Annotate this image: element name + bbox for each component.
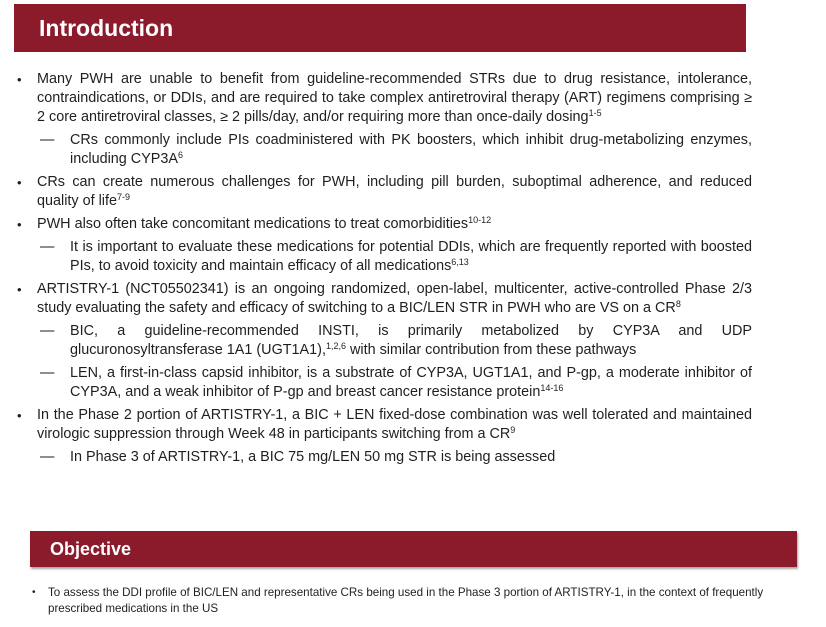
bullet-icon: • xyxy=(17,282,22,297)
list-item-body: Many PWH are unable to benefit from guideline-recommended STRs due to drug resistance, intolerance, contraindications, or DDIs, and are required to take complex antiretroviral therapy (ART) regimens comprising ≥ 2 core antiretroviral classes, ≥ 2 pills/day, and/or requiring more than once-daily dosing xyxy=(37,71,752,125)
list-item-text xyxy=(37,406,752,444)
bullet-icon: • xyxy=(17,217,22,232)
list-item-text xyxy=(70,131,752,169)
bullet-icon: • xyxy=(32,587,36,598)
list-item-text xyxy=(37,215,752,234)
citation: 6 xyxy=(178,150,184,160)
list-item-body: PWH also often take concomitant medications to treat comorbidities xyxy=(37,216,469,232)
list-item-body-continued: with similar contribution from these pathways xyxy=(345,342,637,358)
list-item-text xyxy=(70,238,752,276)
dash-icon: — xyxy=(40,365,55,381)
citation: 1,2,6 xyxy=(325,341,346,351)
citation: 1-5 xyxy=(588,108,602,118)
list-item-body: It is important to evaluate these medications for potential DDIs, which are frequently reported with boosted PIs, to avoid toxicity and maintain efficacy of all medications xyxy=(70,239,752,274)
list-item-text xyxy=(37,280,752,318)
list-item xyxy=(17,131,752,169)
list-item-text xyxy=(37,173,752,211)
citation: 8 xyxy=(675,299,681,309)
list-item-text xyxy=(70,364,752,402)
dash-icon: — xyxy=(40,132,55,148)
list-item xyxy=(17,280,752,318)
objective-heading: Objective xyxy=(30,531,797,567)
list-item xyxy=(17,238,752,276)
dash-icon: — xyxy=(40,323,55,339)
introduction-heading: Introduction xyxy=(14,4,746,52)
list-item xyxy=(17,322,752,360)
list-item-text xyxy=(70,322,752,360)
list-item-body: ARTISTRY-1 (NCT05502341) is an ongoing randomized, open-label, multicenter, active-controlled Phase 2/3 study evaluating the safety and efficacy of switching to a BIC/LEN STR in PWH who are VS on a CR xyxy=(37,281,752,316)
list-item-body: In Phase 3 of ARTISTRY-1, a BIC 75 mg/LEN 50 mg STR is being assessed xyxy=(70,449,556,465)
citation: 7-9 xyxy=(117,192,131,202)
citation: 9 xyxy=(510,425,516,435)
citation: 14-16 xyxy=(540,383,564,393)
bullet-icon: • xyxy=(17,175,22,190)
list-item-body: LEN, a first-in-class capsid inhibitor, is a substrate of CYP3A, UGT1A1, and P-gp, a moderate inhibitor of CYP3A, and a weak inhibitor of P-gp and breast cancer resistance protein xyxy=(70,365,752,400)
list-item xyxy=(17,70,752,127)
list-item xyxy=(17,364,752,402)
list-item xyxy=(17,173,752,211)
objective-body: To assess the DDI profile of BIC/LEN and representative CRs being used in the Phase 3 portion of ARTISTRY-1, in the context of frequently prescribed medications in the US xyxy=(48,586,764,615)
citation: 10-12 xyxy=(468,215,492,225)
list-item-text xyxy=(70,448,752,467)
objective-item xyxy=(32,585,797,617)
dash-icon: — xyxy=(40,449,55,465)
list-item xyxy=(17,448,752,467)
list-item-body: BIC, a guideline-recommended INSTI, is primarily metabolized by CYP3A and UDP glucuronosyltransferase 1A1 (UGT1A1), xyxy=(70,323,752,358)
list-item-body: CRs commonly include PIs coadministered with PK boosters, which inhibit drug-metabolizing enzymes, including CYP3A xyxy=(70,132,752,167)
list-item-body: In the Phase 2 portion of ARTISTRY-1, a BIC + LEN fixed-dose combination was well tolerated and maintained virologic suppression through Week 48 in participants switching from a CR xyxy=(37,407,752,442)
bullet-icon: • xyxy=(17,72,22,87)
introduction-list xyxy=(17,70,752,471)
dash-icon: — xyxy=(40,239,55,255)
bullet-icon: • xyxy=(17,408,22,423)
list-item-text xyxy=(37,70,752,127)
list-item-body: CRs can create numerous challenges for PWH, including pill burden, suboptimal adherence, and reduced quality of life xyxy=(37,174,752,209)
list-item xyxy=(17,406,752,444)
list-item xyxy=(17,215,752,234)
citation: 6,13 xyxy=(451,257,469,267)
